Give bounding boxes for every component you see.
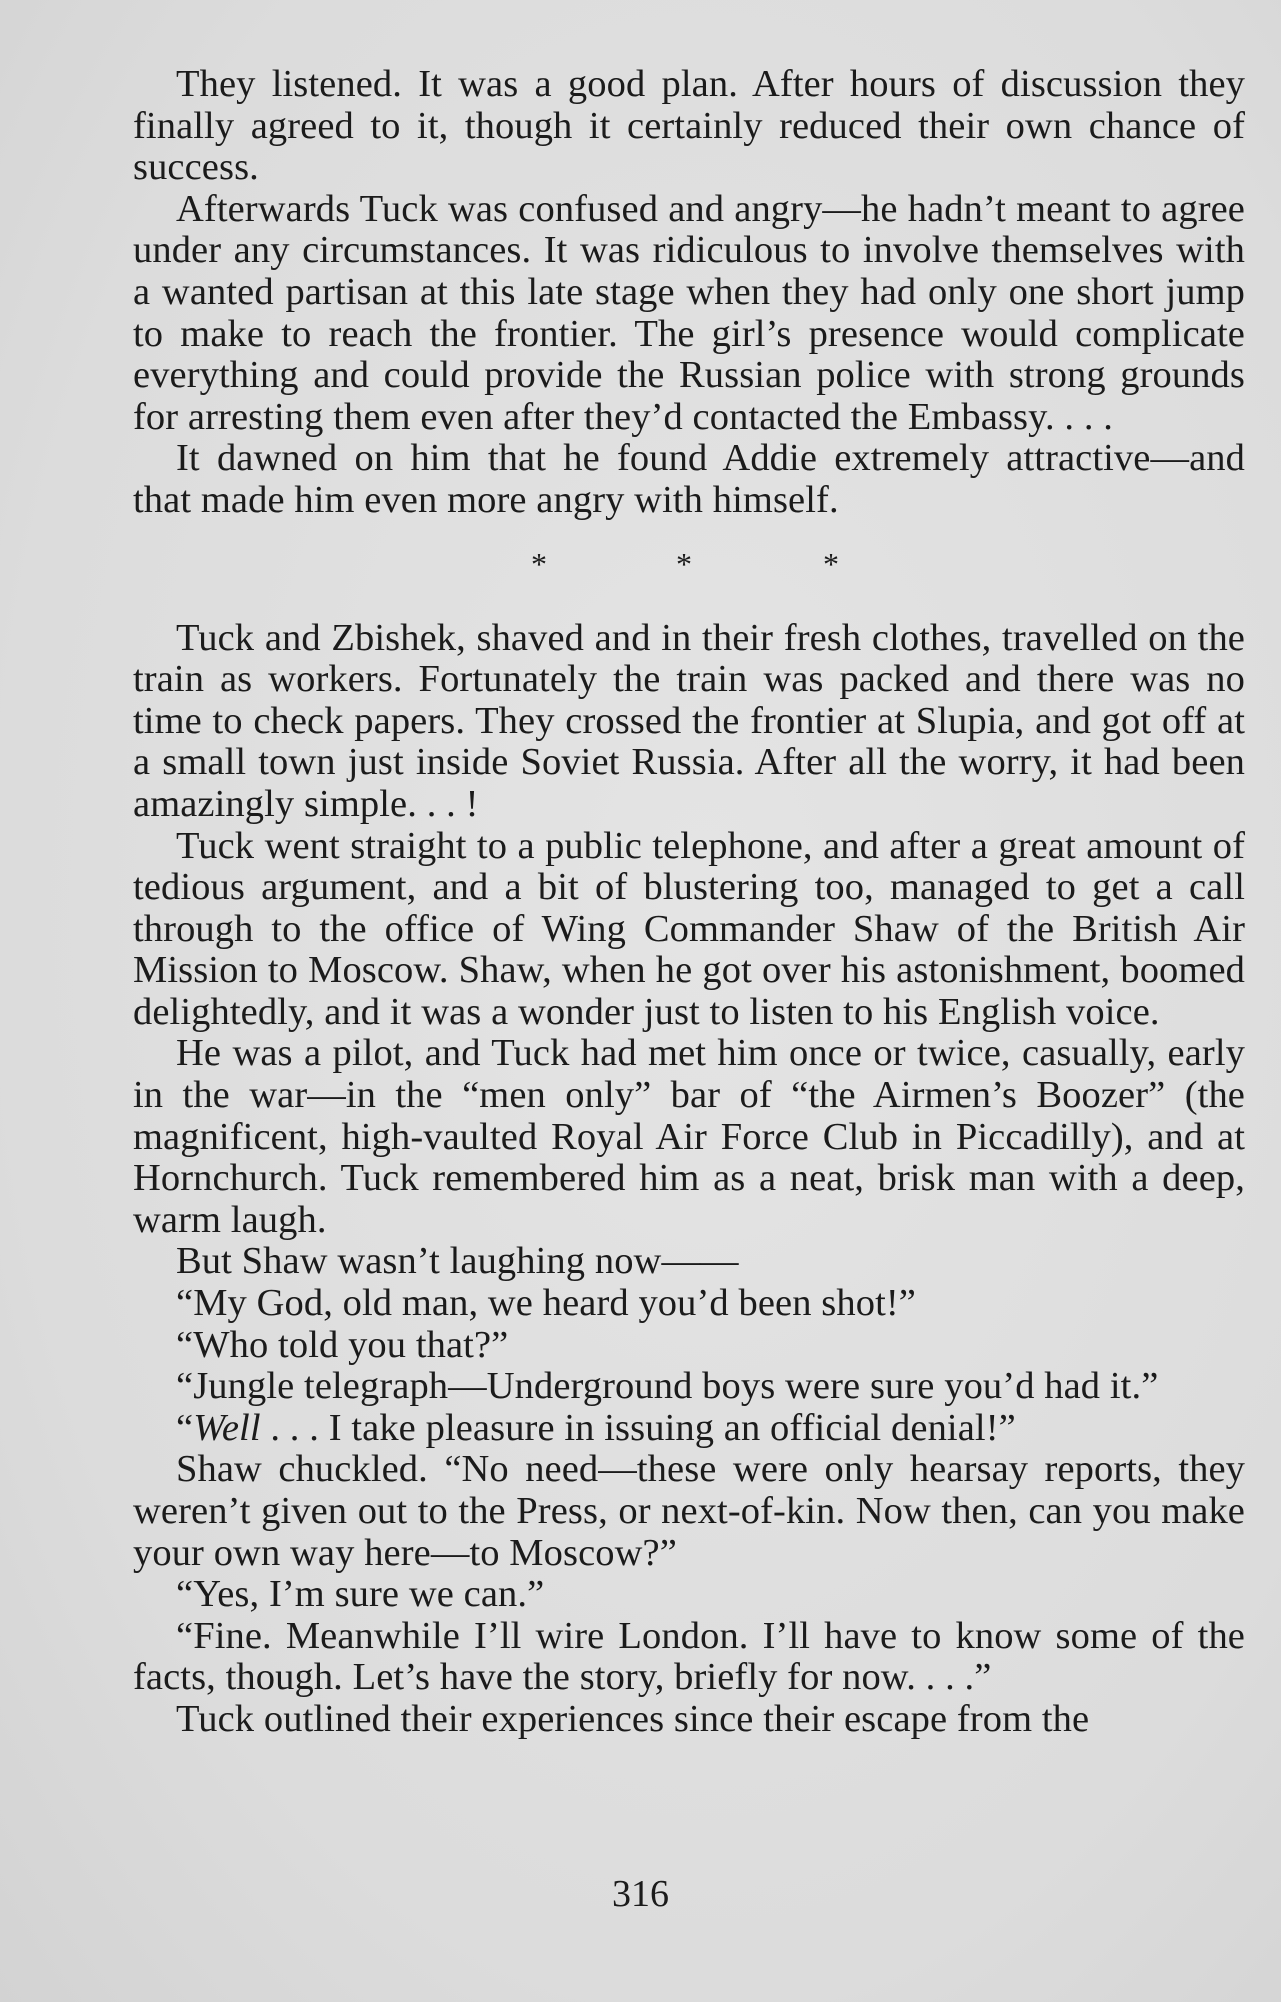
dialogue-line bbox=[133, 1408, 1245, 1450]
dialogue-line: “Fine. Meanwhile I’ll wire London. I’ll have to know some of the facts, though. Let’s have the story, briefly for now. . . .” bbox=[133, 1614, 1245, 1699]
paragraph: Tuck and Zbishek, shaved and in their fresh clothes, travelled on the train as workers. Fortunately the train was packed and there was no time to check papers. They crossed the frontier at Slupia, and got off at a small town just inside Soviet Russia. After all the worry, it had been amazingly simple. . . ! bbox=[133, 616, 1245, 825]
section-break bbox=[133, 522, 1245, 618]
paragraph: He was a pilot, and Tuck had met him once or twice, casually, early in the war—in the “men only” bar of “the Airmen’s Boozer” (the magnificent, high-vaulted Royal Air Force Club in Piccadilly), and at Hornchurch. Tuck remembered him as a neat, brisk man with a deep, warm laugh. bbox=[133, 1032, 1245, 1241]
page-number: 316 bbox=[612, 1873, 669, 1915]
section-break-asterisk: * bbox=[531, 545, 547, 582]
paragraph: Shaw chuckled. “No need—these were only hearsay reports, they weren’t given out to the Press, or next-of-kin. Now then, can you make your own way here—to Moscow?” bbox=[133, 1448, 1245, 1574]
dialogue-line: “Who told you that?” bbox=[176, 1323, 509, 1366]
open-quote: “ bbox=[176, 1406, 194, 1449]
paragraph: Afterwards Tuck was confused and angry—he hadn’t meant to agree under any circumstances. It was ridiculous to involve themselves with a wanted partisan at this late stage when they had only one short jump to make to reach the frontier. The girl’s presence would complicate everything and could provide the Russian police with strong grounds for arresting them even after they’d contacted the Embassy. . . . bbox=[133, 187, 1245, 438]
dialogue-line: “My God, old man, we heard you’d been shot!” bbox=[176, 1282, 916, 1325]
section-after-break bbox=[133, 618, 1245, 1741]
section-break-asterisk: * bbox=[676, 545, 692, 582]
section-break-asterisk: * bbox=[823, 545, 839, 582]
dialogue-line: “Yes, I’m sure we can.” bbox=[176, 1573, 545, 1616]
section-before-break bbox=[133, 64, 1245, 522]
body-text bbox=[133, 64, 1245, 1741]
paragraph: They listened. It was a good plan. After hours of discussion they finally agreed to it, though it certainly reduced their own chance of success. bbox=[133, 63, 1245, 189]
paragraph: Tuck went straight to a public telephone, and after a great amount of tedious argument, and a bit of blustering too, managed to get a call through to the office of Wing Commander Shaw of the British Air Mission to Moscow. Shaw, when he got over his astonishment, boomed delightedly, and it was a wonder just to listen to his English voice. bbox=[133, 824, 1245, 1033]
italic-word: Well bbox=[193, 1406, 261, 1449]
dialogue-rest: . . . I take pleasure in issuing an official denial!” bbox=[260, 1406, 1016, 1449]
paragraph: But Shaw wasn’t laughing now—— bbox=[176, 1240, 739, 1283]
paragraph: Tuck outlined their experiences since their escape from the bbox=[176, 1697, 1090, 1740]
paragraph: It dawned on him that he found Addie extremely attractive—and that made him even more angry with himself. bbox=[133, 437, 1245, 521]
dialogue-line: “Jungle telegraph—Underground boys were sure you’d had it.” bbox=[176, 1365, 1159, 1408]
